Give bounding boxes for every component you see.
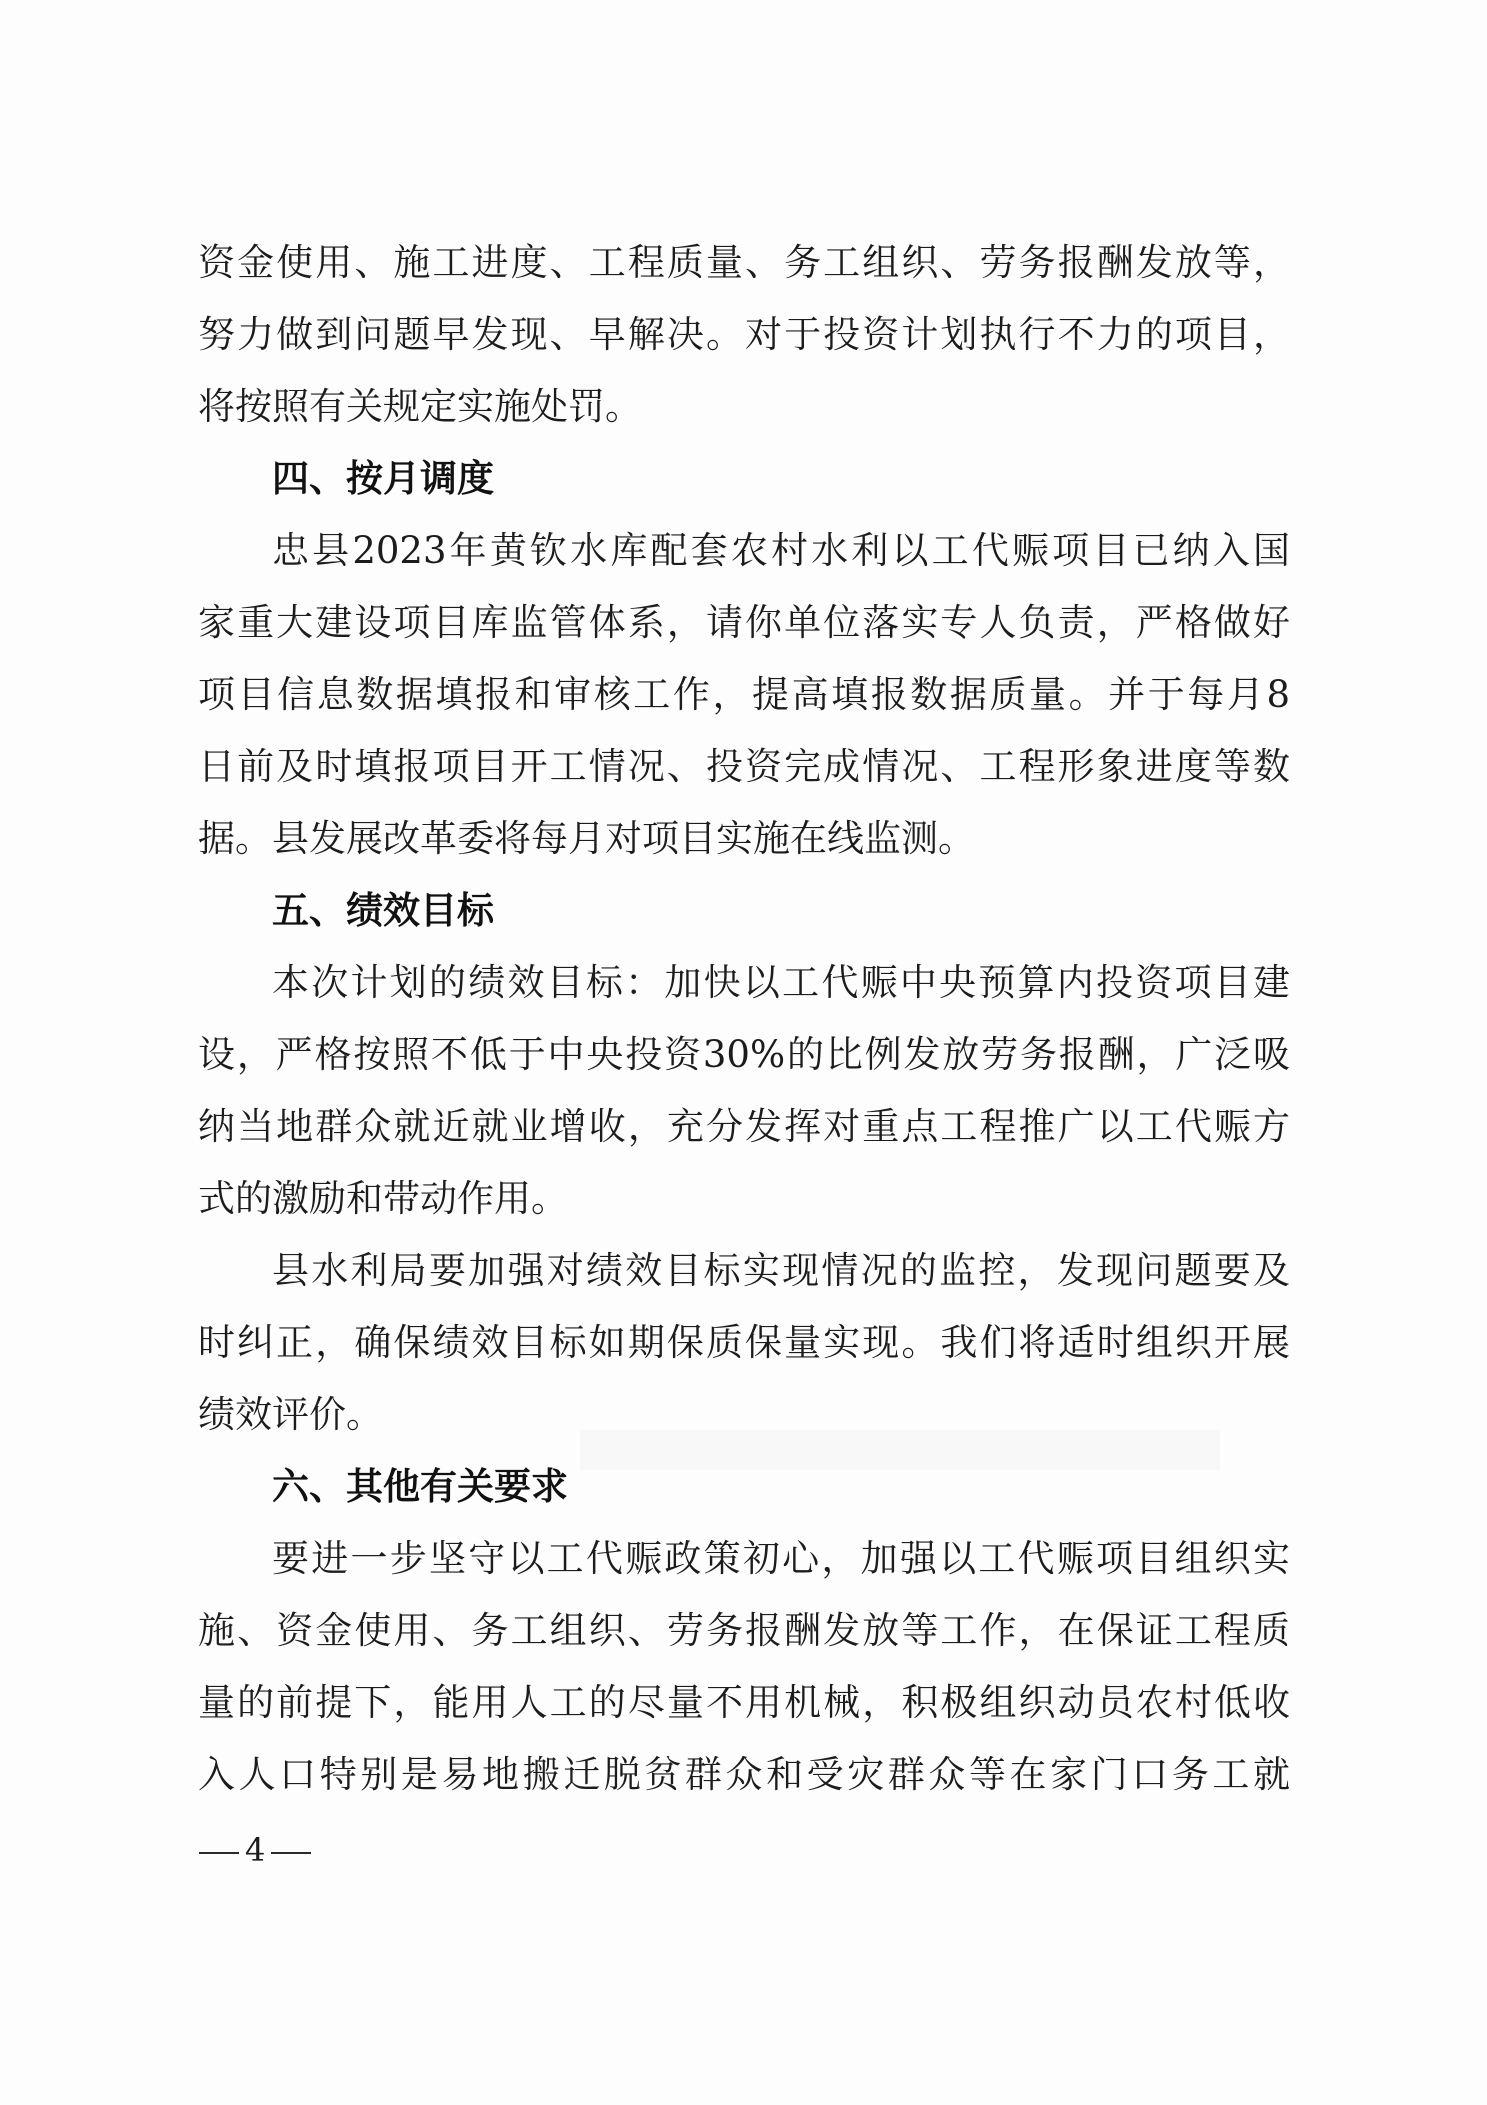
- page-number-dash-left: [199, 1852, 239, 1854]
- body-line-6: 家重大建设项目库监管体系，请你单位落实专人负责，严格做好: [198, 601, 1290, 644]
- body-line-19: 要进一步坚守以工代赈政策初心，加强以工代赈项目组织实: [272, 1537, 1290, 1580]
- body-line-9: 据。县发展改革委将每月对项目实施在线监测。: [198, 817, 975, 860]
- body-line-12: 设，严格按照不低于中央投资30%的比例发放劳务报酬，广泛吸: [198, 1033, 1290, 1076]
- body-line-16: 时纠正，确保绩效目标如期保质保量实现。我们将适时组织开展: [198, 1321, 1290, 1364]
- body-line-15: 县水利局要加强对绩效目标实现情况的监控，发现问题要及: [272, 1249, 1290, 1292]
- body-line-8: 日前及时填报项目开工情况、投资完成情况、工程形象进度等数: [198, 745, 1290, 788]
- page-number-value: 4: [245, 1831, 266, 1869]
- page-number-dash-right: [271, 1852, 311, 1854]
- body-line-3: 将按照有关规定实施处罚。: [198, 385, 642, 428]
- body-line-17: 绩效评价。: [198, 1393, 383, 1436]
- body-line-13: 纳当地群众就近就业增收，充分发挥对重点工程推广以工代赈方: [198, 1105, 1290, 1148]
- section-heading-6: 六、其他有关要求: [272, 1465, 568, 1508]
- section-heading-4: 四、按月调度: [272, 457, 494, 500]
- body-line-1: 资金使用、施工进度、工程质量、务工组织、劳务报酬发放等，: [198, 241, 1290, 284]
- section-heading-5: 五、绩效目标: [272, 889, 494, 932]
- body-line-14: 式的激励和带动作用。: [198, 1177, 568, 1220]
- body-line-7: 项目信息数据填报和审核工作，提高填报数据质量。并于每月8: [198, 673, 1290, 716]
- body-line-21: 量的前提下，能用人工的尽量不用机械，积极组织动员农村低收: [198, 1681, 1290, 1724]
- body-line-5: 忠县2023年黄钦水库配套农村水利以工代赈项目已纳入国: [272, 529, 1290, 572]
- body-line-20: 施、资金使用、务工组织、劳务报酬发放等工作，在保证工程质: [198, 1609, 1290, 1652]
- body-line-11: 本次计划的绩效目标：加快以工代赈中央预算内投资项目建: [272, 961, 1290, 1004]
- body-line-2: 努力做到问题早发现、早解决。对于投资计划执行不力的项目，: [198, 313, 1290, 356]
- body-line-22: 入人口特别是易地搬迁脱贫群众和受灾群众等在家门口务工就: [198, 1753, 1290, 1796]
- page-number: [193, 1828, 317, 1872]
